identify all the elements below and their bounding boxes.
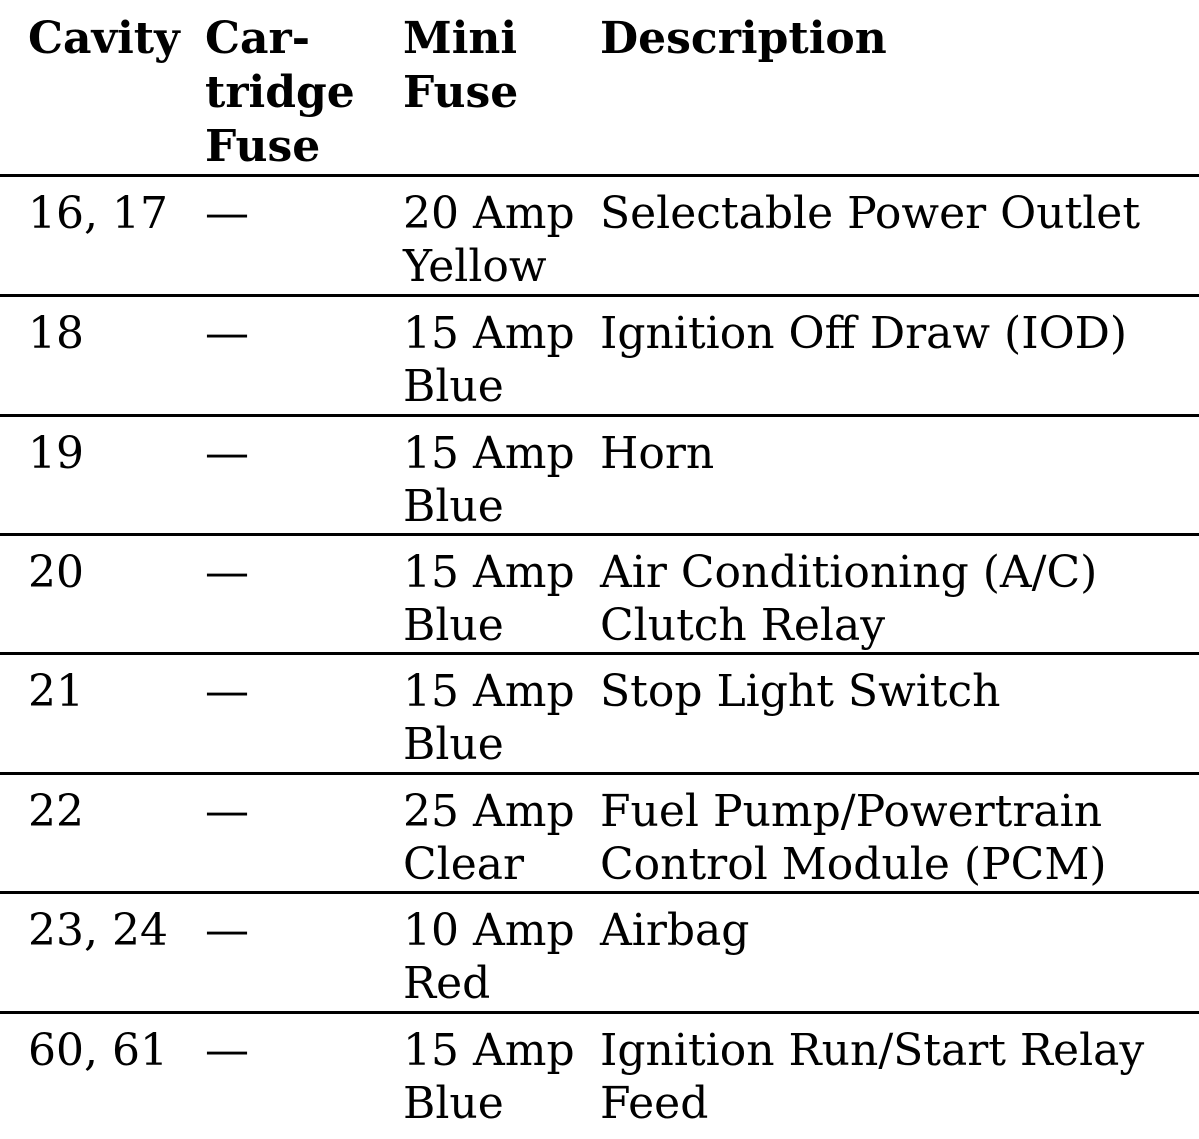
cartridge-fuse-cell: — [205,786,249,837]
description-cell [600,427,714,480]
mini-fuse-amp: 20 Amp [403,188,575,239]
table-header [0,0,1199,174]
mini-fuse-color: Blue [403,600,504,651]
header-cavity: Cavity [28,13,180,64]
description-line-1: Fuel Pump/Powertrain [600,786,1103,837]
mini-fuse-cell [403,427,575,533]
mini-fuse-color: Blue [403,1078,504,1129]
mini-fuse-amp: 10 Amp [403,905,575,956]
description-line-1: Ignition Off Draw (IOD) [600,308,1128,359]
header-mini-fuse [403,12,518,120]
cartridge-fuse-cell: — [205,188,249,239]
mini-fuse-cell [403,785,575,891]
header-cartridge-line-2: tridge [205,67,355,118]
mini-fuse-cell [403,187,575,293]
cartridge-fuse-cell: — [205,905,249,956]
description-line-2: Feed [600,1078,709,1129]
mini-fuse-cell [403,665,575,771]
table-row [0,894,1199,1011]
cavity-cell: 20 [28,547,84,598]
mini-fuse-color: Blue [403,481,504,532]
table-row [0,177,1199,294]
table-row [0,775,1199,892]
description-line-1: Stop Light Switch [600,666,1001,717]
table-row [0,417,1199,534]
description-cell [600,665,1000,718]
table-row [0,536,1199,653]
header-cartridge-line-1: Car- [205,13,310,64]
mini-fuse-cell [403,1024,575,1130]
mini-fuse-amp: 15 Amp [403,1025,575,1076]
description-cell [600,785,1107,891]
mini-fuse-color: Red [403,958,491,1009]
description-cell [600,904,749,957]
header-cartridge-fuse [205,12,355,174]
description-line-1: Selectable Power Outlet [600,188,1141,239]
description-line-2: Clutch Relay [600,600,886,651]
description-line-2: Control Module (PCM) [600,839,1107,890]
cartridge-fuse-cell: — [205,308,249,359]
description-line-1: Horn [600,428,715,479]
cartridge-fuse-cell: — [205,1025,249,1076]
mini-fuse-cell [403,904,575,1010]
description-line-1: Ignition Run/Start Relay [600,1025,1145,1076]
mini-fuse-amp: 15 Amp [403,666,575,717]
mini-fuse-cell [403,546,575,652]
cavity-cell: 22 [28,786,84,837]
cavity-cell: 21 [28,666,84,717]
cavity-cell: 60, 61 [28,1025,168,1076]
cavity-cell: 19 [28,428,84,479]
cavity-cell: 18 [28,308,84,359]
table-row [0,1014,1199,1131]
description-cell [600,546,1097,652]
header-cartridge-line-3: Fuse [205,121,321,172]
mini-fuse-cell [403,307,575,413]
header-description: Description [600,13,887,64]
header-mini-line-2: Fuse [403,67,519,118]
table-row [0,655,1199,772]
mini-fuse-color: Yellow [403,241,547,292]
description-cell [600,307,1127,360]
mini-fuse-amp: 15 Amp [403,428,575,479]
description-cell [600,187,1140,240]
cavity-cell: 23, 24 [28,905,168,956]
cartridge-fuse-cell: — [205,547,249,598]
description-line-1: Airbag [600,905,750,956]
cartridge-fuse-cell: — [205,666,249,717]
cartridge-fuse-cell: — [205,428,249,479]
mini-fuse-amp: 25 Amp [403,786,575,837]
mini-fuse-color: Blue [403,719,504,770]
mini-fuse-color: Blue [403,361,504,412]
mini-fuse-amp: 15 Amp [403,547,575,598]
header-mini-line-1: Mini [403,13,518,64]
description-cell [600,1024,1144,1130]
mini-fuse-color: Clear [403,839,525,890]
cavity-cell: 16, 17 [28,188,168,239]
mini-fuse-amp: 15 Amp [403,308,575,359]
description-line-1: Air Conditioning (A/C) [600,547,1098,598]
table-row [0,297,1199,414]
